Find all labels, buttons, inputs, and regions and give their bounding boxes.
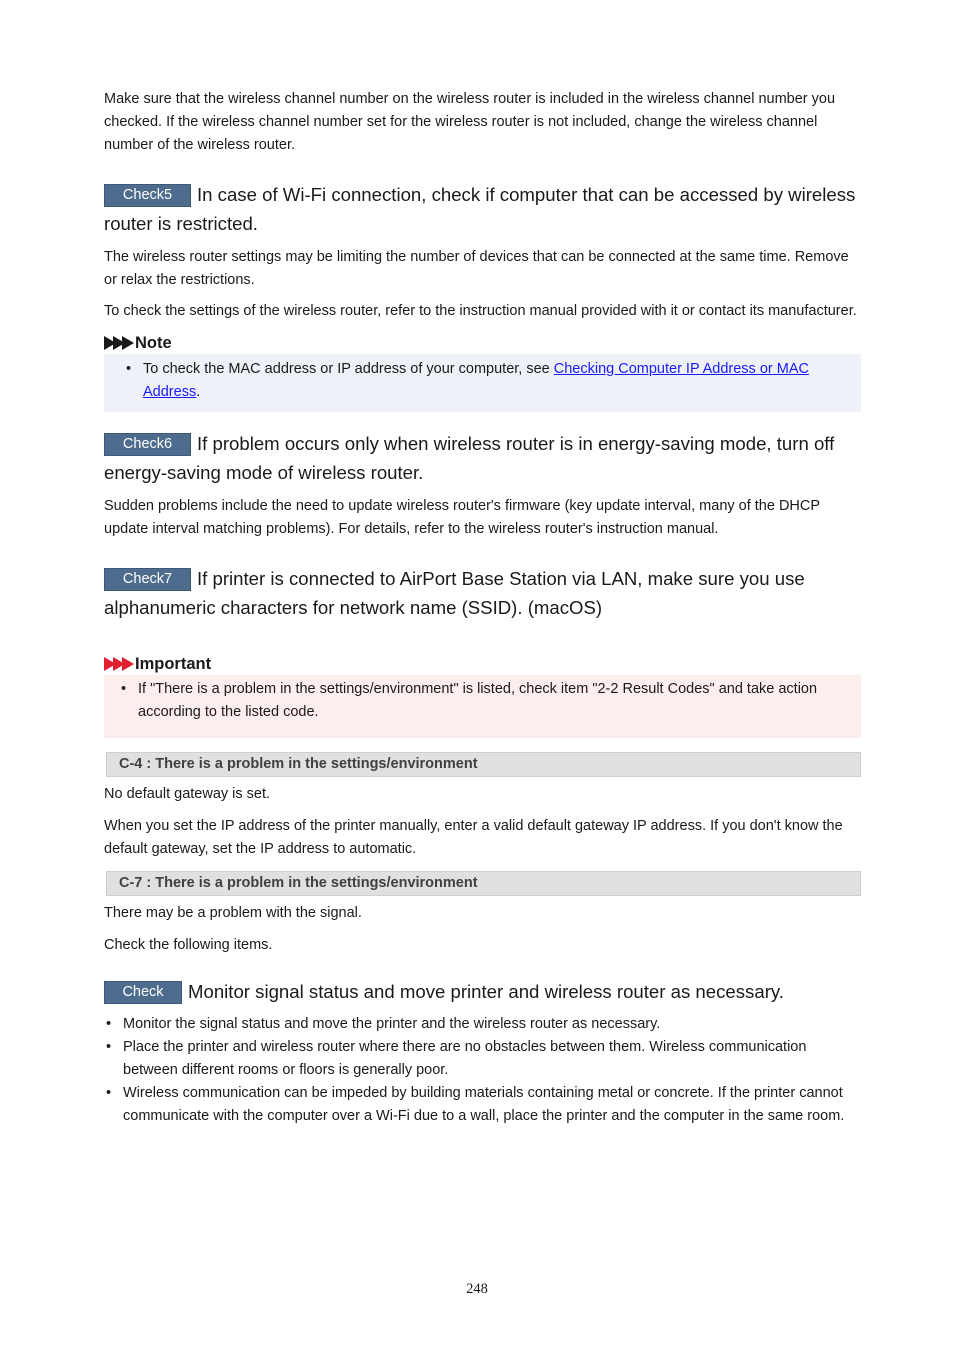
c7-paragraph-2: Check the following items.: [104, 937, 273, 953]
check-list: [104, 1013, 861, 1128]
check6-badge: Check6: [104, 433, 191, 456]
check5-paragraph-2: To check the settings of the wireless router, refer to the instruction manual provided with it or contact its manufacturer.: [104, 303, 857, 319]
intro-paragraph: Make sure that the wireless channel number on the wireless router is included in the wireless channel number you checked. If the wireless channel number set for the wireless router is not included, change the wireless channel number of the wireless router.: [104, 91, 836, 153]
list-item: • Place the printer and wireless router where there are no obstacles between them. Wireless communication between different rooms or floors is generally poor.: [104, 1036, 861, 1082]
check7-heading: [104, 564, 861, 622]
check-badge: Check: [104, 981, 182, 1004]
c7-paragraph-1: There may be a problem with the signal.: [104, 905, 362, 921]
check7-badge: Check7: [104, 568, 191, 591]
important-arrows-icon: [104, 657, 131, 671]
important-title: Important: [104, 653, 861, 675]
mac-address-link[interactable]: Checking Computer IP Address or MAC Address: [143, 361, 809, 400]
important-box: [104, 675, 861, 738]
c7-heading: C-7 : There is a problem in the settings/environment: [106, 871, 861, 896]
note-title: Note: [104, 332, 861, 354]
note-item: • To check the MAC address or IP address of your computer, see Checking Computer IP Address or MAC Address.: [124, 358, 851, 404]
page-content: [104, 88, 861, 1128]
c4-paragraph-2: When you set the IP address of the printer manually, enter a valid default gateway IP address. If you don't know the default gateway, set the IP address to automatic.: [104, 818, 843, 857]
note-box: [104, 354, 861, 412]
list-item: • Monitor the signal status and move the printer and the wireless router as necessary.: [104, 1013, 861, 1036]
check5-badge: Check5: [104, 184, 191, 207]
list-item: • Wireless communication can be impeded by building materials containing metal or concrete. If the printer cannot communicate with the computer over a Wi-Fi due to a wall, place the printer and the computer in the same room.: [104, 1082, 861, 1128]
check-heading: [104, 977, 861, 1006]
c4-heading: C-4 : There is a problem in the settings/environment: [106, 752, 861, 777]
page-number: 248: [466, 1281, 488, 1297]
check-title: Monitor signal status and move printer and wireless router as necessary.: [188, 981, 784, 1002]
check6-title: If problem occurs only when wireless router is in energy-saving mode, turn off energy-saving mode of wireless router.: [104, 433, 835, 483]
check5-heading: [104, 180, 861, 238]
check5-paragraph-1: The wireless router settings may be limiting the number of devices that can be connected at the same time. Remove or relax the restrictions.: [104, 249, 849, 288]
check6-heading: [104, 429, 861, 487]
c4-paragraph-1: No default gateway is set.: [104, 786, 271, 802]
note-arrows-icon: [104, 336, 131, 350]
check5-title: In case of Wi-Fi connection, check if computer that can be accessed by wireless router is restricted.: [104, 184, 856, 234]
check7-title: If printer is connected to AirPort Base Station via LAN, make sure you use alphanumeric characters for network name (SSID). (macOS): [104, 568, 805, 618]
important-item: • If "There is a problem in the settings/environment" is listed, check item "2-2 Result Codes" and take action according to the listed code.: [119, 678, 851, 724]
check6-paragraph-1: Sudden problems include the need to update wireless router's firmware (key update interval, many of the DHCP update interval matching problems). For details, refer to the wireless router's instruction manual.: [104, 498, 820, 537]
